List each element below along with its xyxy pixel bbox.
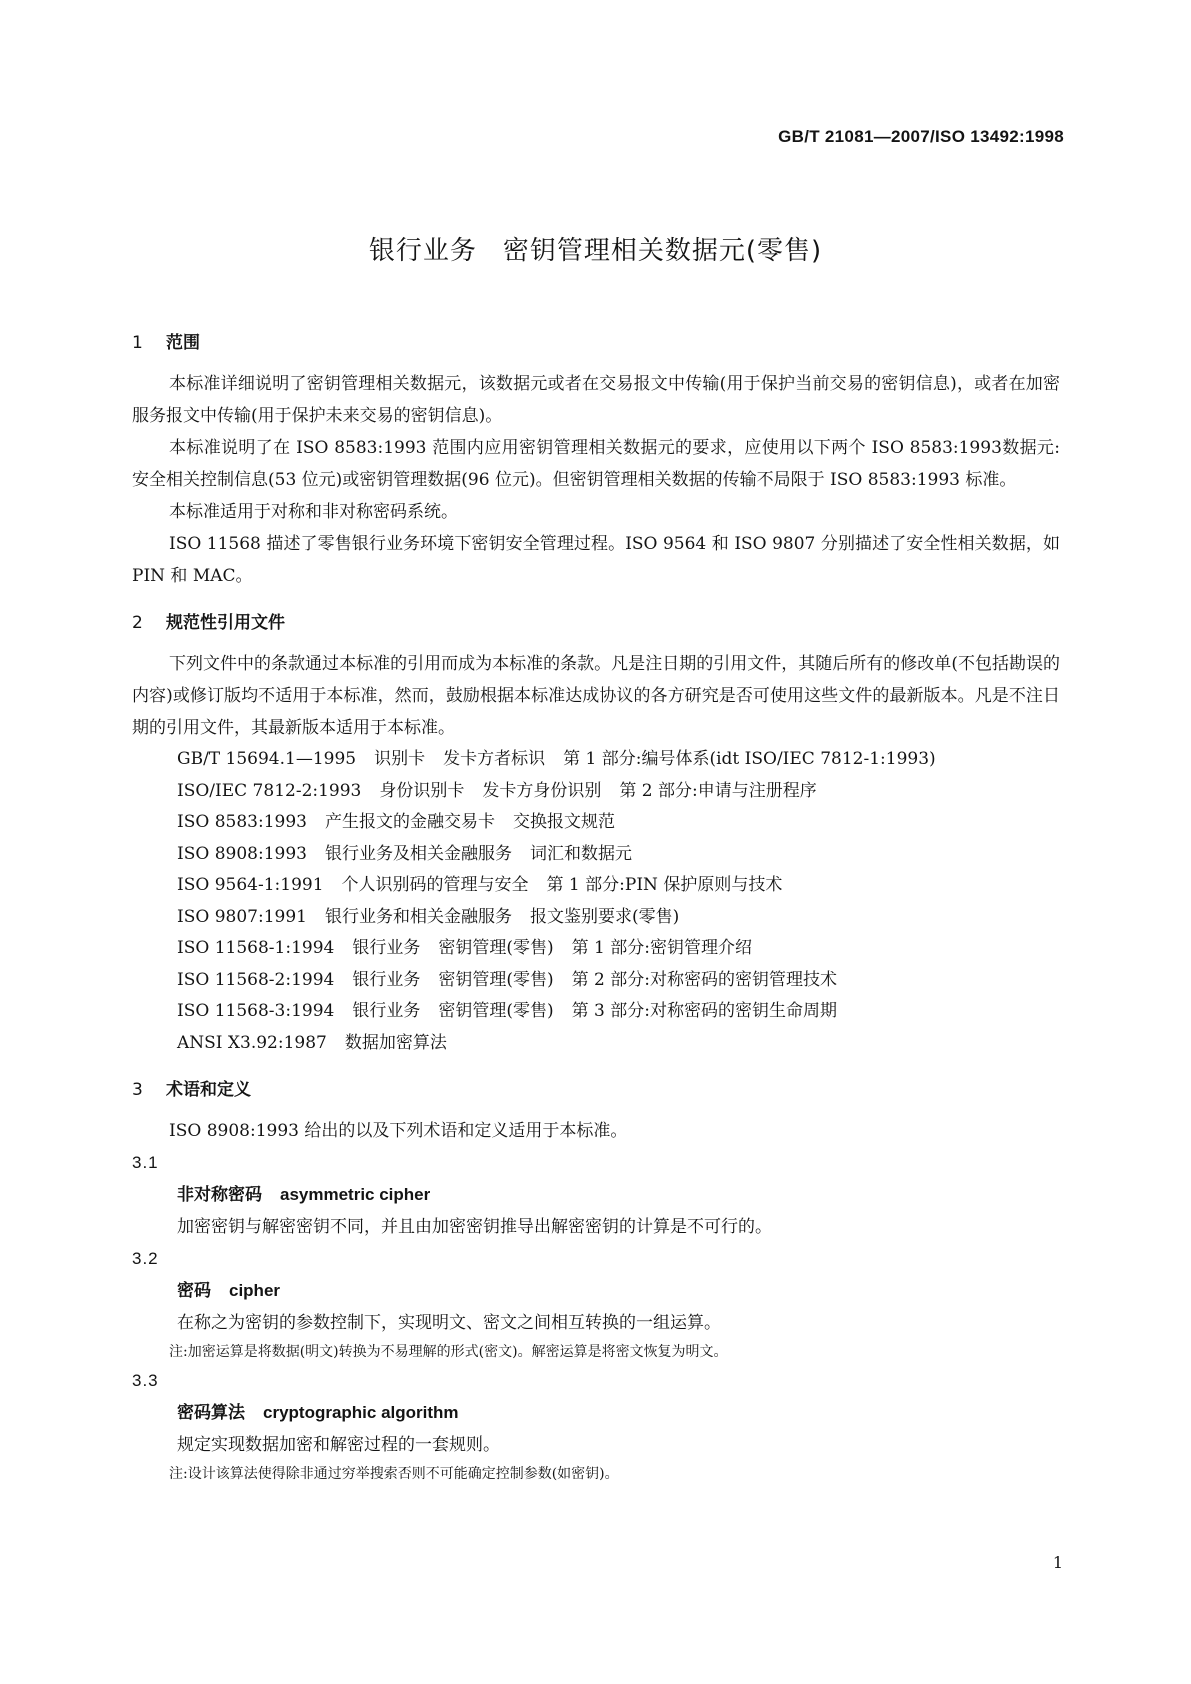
document-title — [0, 230, 1191, 267]
reference-subtitle: 第 1 部分:PIN 保护原则与技术 — [546, 875, 783, 895]
paragraph: 本标准适用于对称和非对称密码系统。 — [169, 502, 458, 522]
reference-item — [132, 933, 1060, 965]
reference-subtitle: 发卡方者标识 — [443, 749, 546, 769]
term-en: asymmetric cipher — [280, 1185, 431, 1204]
reference-item — [132, 776, 1060, 808]
reference-part: 第 1 部分:编号体系(idt ISO/IEC 7812-1:1993) — [563, 749, 936, 769]
reference-item — [132, 1028, 1060, 1060]
reference-part: 第 1 部分:密钥管理介绍 — [571, 938, 752, 958]
reference-code: ISO 11568-1:1994 — [177, 938, 335, 958]
title-part-2: 密钥管理相关数据元(零售) — [502, 236, 823, 266]
reference-title: 识别卡 — [374, 749, 426, 769]
paragraph: 下列文件中的条款通过本标准的引用而成为本标准的条款。凡是注日期的引用文件，其随后所有的修改单(不包括勘误的内容)或修订版均不适用于本标准，然而，鼓励根据本标准达成协议的各方研究是否可使用这些文件的最新版本。凡是不注日期的引用文件，其最新版本适用于本标准。 — [132, 654, 1060, 738]
reference-part: 第 2 部分:对称密码的密钥管理技术 — [571, 969, 837, 990]
reference-part: 第 3 部分:对称密码的密钥生命周期 — [571, 1001, 837, 1021]
section-1-heading — [132, 326, 1060, 360]
term-en: cipher — [229, 1281, 281, 1300]
reference-subtitle: 密钥管理(零售) — [438, 938, 554, 958]
term-title — [132, 1179, 1060, 1211]
title-part-1: 银行业务 — [368, 236, 477, 266]
reference-code: ISO 9807:1991 — [177, 906, 307, 927]
reference-subtitle: 密钥管理(零售) — [438, 1001, 554, 1021]
reference-item — [132, 807, 1060, 839]
reference-subtitle: 交换报文规范 — [512, 812, 615, 832]
term-definition: 在称之为密钥的参数控制下，实现明文、密文之间相互转换的一组运算。 — [177, 1313, 721, 1333]
section-title: 术语和定义 — [166, 1080, 251, 1100]
section-title: 规范性引用文件 — [166, 613, 285, 633]
reference-title: 产生报文的金融交易卡 — [324, 812, 495, 832]
section-number: 1 — [132, 333, 143, 353]
term-zh: 非对称密码 — [177, 1185, 262, 1205]
reference-item — [132, 996, 1060, 1028]
reference-code: ISO 11568-2:1994 — [177, 969, 335, 990]
term-en: cryptographic algorithm — [263, 1403, 459, 1422]
reference-code: ISO 8583:1993 — [177, 812, 307, 832]
reference-code: ISO 9564-1:1991 — [177, 875, 324, 895]
term-zh: 密码 — [177, 1281, 211, 1301]
reference-subtitle: 密钥管理(零售) — [438, 969, 554, 990]
term-note: 注:加密运算是将数据(明文)转换为不易理解的形式(密文)。解密运算是将密文恢复为明文。 — [169, 1344, 728, 1360]
reference-code: ANSI X3.92:1987 — [177, 1032, 327, 1053]
reference-code: ISO/IEC 7812-2:1993 — [177, 780, 362, 801]
reference-title: 数据加密算法 — [344, 1032, 447, 1053]
document-body — [132, 326, 1060, 1487]
reference-title: 银行业务和相关金融服务 — [324, 906, 512, 927]
section-number: 3 — [132, 1080, 143, 1100]
reference-title: 银行业务 — [352, 938, 421, 958]
section-3-heading — [132, 1073, 1060, 1107]
reference-item — [132, 839, 1060, 871]
reference-part: 第 2 部分:申请与注册程序 — [619, 780, 817, 801]
page-number: 1 — [1052, 1553, 1063, 1572]
reference-subtitle: 词汇和数据元 — [529, 843, 632, 864]
term-zh: 密码算法 — [177, 1403, 245, 1423]
reference-code: GB/T 15694.1—1995 — [177, 749, 357, 769]
reference-subtitle: 发卡方身份识别 — [482, 780, 602, 801]
paragraph: ISO 11568 描述了零售银行业务环境下密钥安全管理过程。ISO 9564 和 ISO 9807 分别描述了安全性相关数据，如 PIN 和 MAC。 — [132, 534, 1060, 586]
reference-item — [132, 902, 1060, 934]
reference-title: 个人识别码的管理与安全 — [341, 875, 529, 895]
term-definition: 规定实现数据加密和解密过程的一套规则。 — [177, 1435, 500, 1455]
paragraph: 本标准说明了在 ISO 8583:1993 范围内应用密钥管理相关数据元的要求，应使用以下两个 ISO 8583:1993数据元:安全相关控制信息(53 位元)或密钥管理数据(96 位元)。但密钥管理相关数据的传输不局限于 ISO 8583:1993 标准。 — [132, 438, 1060, 490]
reference-title: 银行业务 — [352, 969, 421, 990]
term-number: 3.3 — [132, 1371, 159, 1390]
section-number: 2 — [132, 613, 143, 633]
paragraph: ISO 8908:1993 给出的以及下列术语和定义适用于本标准。 — [169, 1121, 628, 1141]
reference-code: ISO 11568-3:1994 — [177, 1001, 335, 1021]
reference-item — [132, 870, 1060, 902]
reference-subtitle: 报文鉴别要求(零售) — [529, 906, 680, 927]
term-note: 注:设计该算法使得除非通过穷举搜索否则不可能确定控制参数(如密钥)。 — [169, 1466, 619, 1482]
term-title — [132, 1397, 1060, 1429]
reference-item — [132, 965, 1060, 997]
term-number: 3.2 — [132, 1249, 159, 1268]
reference-title: 银行业务 — [352, 1001, 421, 1021]
term-title — [132, 1275, 1060, 1307]
term-definition: 加密密钥与解密密钥不同，并且由加密密钥推导出解密密钥的计算是不可行的。 — [177, 1217, 772, 1237]
reference-title: 身份识别卡 — [379, 780, 465, 801]
reference-item — [132, 744, 1060, 776]
term-number: 3.1 — [132, 1153, 159, 1172]
paragraph: 本标准详细说明了密钥管理相关数据元，该数据元或者在交易报文中传输(用于保护当前交易的密钥信息)，或者在加密服务报文中传输(用于保护未来交易的密钥信息)。 — [132, 374, 1060, 426]
reference-title: 银行业务及相关金融服务 — [324, 843, 512, 864]
section-title: 范围 — [166, 333, 200, 353]
section-2-heading — [132, 606, 1060, 640]
reference-code: ISO 8908:1993 — [177, 843, 307, 864]
standard-code: GB/T 21081—2007/ISO 13492:1998 — [778, 127, 1064, 146]
